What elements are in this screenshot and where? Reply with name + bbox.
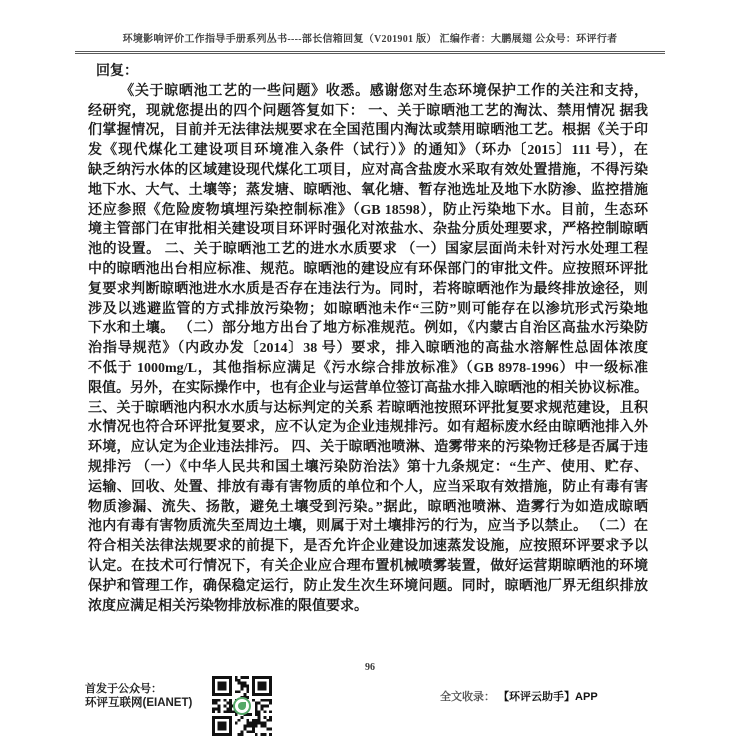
body-line: 认定。在技术可行情况下，有关企业应合理布置机械喷雾装置，做好运营期晾晒池的环境 xyxy=(88,558,648,574)
body-line: 三、关于晾晒池内积水水质与达标判定的关系 若晾晒池按照环评批复要求规范建设，且积 xyxy=(88,400,648,416)
footer-left-line1: 首发于公众号： xyxy=(85,683,162,695)
body-line: 们掌握情况，目前并无法律法规要求在全国范围内淘汰或禁用晾晒池工艺。根据《关于印 xyxy=(88,123,648,139)
footer-right-app: 【环评云助手】APP xyxy=(498,691,598,703)
body-line: 复要求判断晾晒池进水水质是否存在违法行为。同时，若将晾晒池作为最终排放途径，则 xyxy=(88,281,648,297)
body-line: 限值。另外，在实际操作中，也有企业与运营单位签订高盐水排入晾晒池的相关协议标准。 xyxy=(88,380,648,396)
qr-code xyxy=(212,676,272,736)
body-line: 经研究，现就您提出的四个问题答复如下： 一、关于晾晒池工艺的淘汰、禁用情况 据我 xyxy=(88,103,648,119)
body-line: 规排污 （一）《中华人民共和国土壤污染防治法》第十九条规定：“生产、使用、贮存、 xyxy=(88,459,648,475)
body-line: 缺乏纳污水体的区域建设现代煤化工项目，应对高含盐废水采取有效处置措施，不得污染 xyxy=(88,162,648,178)
qr-logo-icon xyxy=(233,697,251,715)
body-line: 治指导规范》（内政办发〔2014〕38 号）要求，排入晾晒池的高盐水溶解性总固体浓度 xyxy=(88,341,648,357)
page-number: 96 xyxy=(365,662,375,673)
body-line: 物质渗漏、流失、扬散，避免土壤受到污染。”据此，晾晒池喷淋、造雾行为如造成晾晒 xyxy=(88,499,648,515)
body-line: 水情况也符合环评批复要求，应不认定为企业违规排污。如有超标废水经由晾晒池排入外 xyxy=(88,420,648,436)
footer-right-prefix: 全文收录： xyxy=(440,691,495,703)
body-line: 中的晾晒池出台相应标准、规范。晾晒池的建设应有环保部门的审批文件。应按照环评批 xyxy=(88,261,648,277)
document-body xyxy=(88,62,648,616)
body-line: 符合相关法律法规要求的前提下，是否允许企业建设加速蒸发设施，应按照环评要求予以 xyxy=(88,539,648,555)
footer-left-line2: 环评互联网(EIANET) xyxy=(85,697,193,709)
body-line: 不低于 1000mg/L，其他指标应满足《污水综合排放标准》（GB 8978-1996）中一级标准 xyxy=(88,360,648,376)
footer-left xyxy=(85,682,192,710)
body-line: 地下水、大气、土壤等；蒸发塘、晾晒池、氧化塘、暂存池选址及地下水防渗、监控措施 xyxy=(88,182,648,198)
body-line: 还应参照《危险废物填埋污染控制标准》（GB 18598），防止污染地下水。目前，生态环 xyxy=(88,202,648,218)
body-line: 运输、回收、处置、排放有毒有害物质的单位和个人，应当采取有效措施，防止有毒有害 xyxy=(88,479,648,495)
body-line: 涉及以逃避监管的方式排放污染物；如晾晒池未作“三防”则可能存在以渗坑形式污染地 xyxy=(88,301,648,317)
header-title: 环境影响评价工作指导手册系列丛书----部长信箱回复（V201901 版） 汇编作者：大鹏展翅 公众号：环评行者 xyxy=(122,34,618,45)
body-line: 浓度应满足相关污染物排放标准的限值要求。 xyxy=(88,598,368,614)
body-line: 池内有毒有害物质流失至周边土壤，则属于对土壤排污的行为，应当予以禁止。 （二）在 xyxy=(88,519,648,535)
body-line: 池的设置。 二、关于晾晒池工艺的进水水质要求 （一）国家层面尚未针对污水处理工程 xyxy=(88,242,648,258)
body-line: 下水和土壤。 （二）部分地方出台了地方标准规范。例如，《内蒙古自治区高盐水污染防 xyxy=(88,321,648,337)
body-line: 环境，应认定为企业违法排污。 四、关于晾晒池喷淋、造雾带来的污染物迁移是否属于违 xyxy=(88,440,648,456)
body-line: 发《现代煤化工建设项目环境准入条件（试行）》的通知》（环办〔2015〕111 号），在 xyxy=(88,143,648,159)
page-header xyxy=(75,30,665,54)
body-line: 《关于晾晒池工艺的一些问题》收悉。感谢您对生态环境保护工作的关注和支持， xyxy=(120,83,648,99)
body-line: 保护和管理工作，确保稳定运行，防止发生次生环境问题。同时，晾晒池厂界无组织排放 xyxy=(88,578,648,594)
body-line: 境主管部门在审批相关建设项目环评时强化对浓盐水、杂盐分质处理要求，严格控制晾晒 xyxy=(88,222,648,238)
reply-label: 回复： xyxy=(96,64,138,79)
footer-right xyxy=(440,690,598,704)
body-text xyxy=(88,82,648,617)
